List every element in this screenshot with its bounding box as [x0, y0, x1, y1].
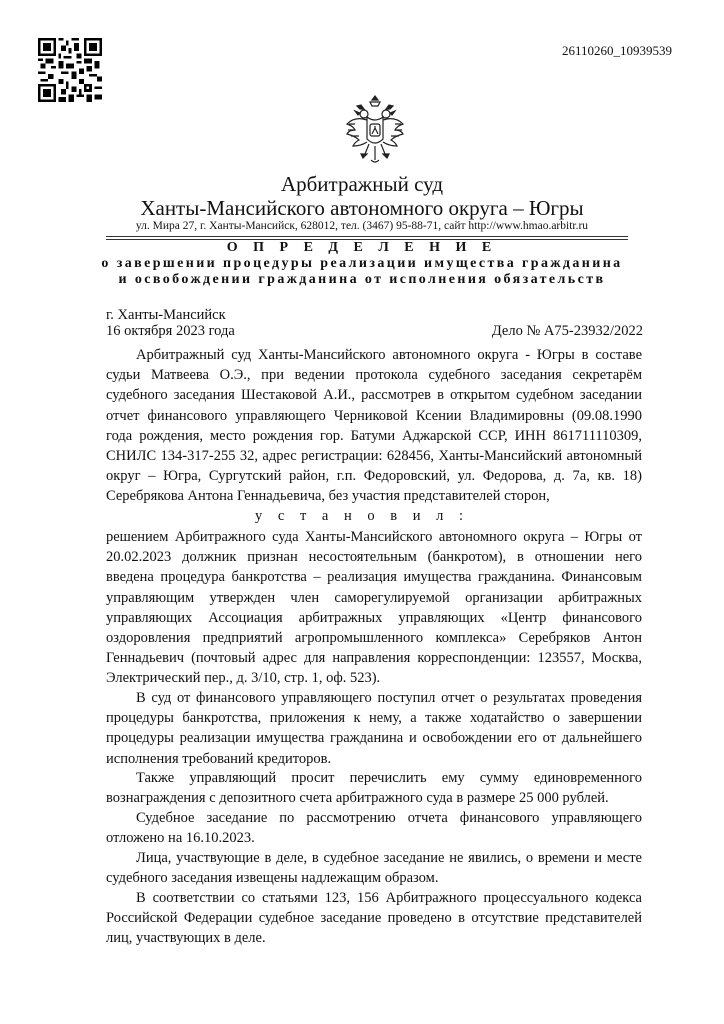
ustanovil-heading: у с т а н о в и л :: [255, 508, 469, 524]
court-address: ул. Мира 27, г. Ханты-Мансийск, 628012, тел. (3467) 95-88-71, сайт http://www.hmao.arbitr.ru: [135, 220, 589, 232]
court-name-line2: Ханты-Мансийского автономного округа – Югры: [140, 196, 584, 220]
body-paragraph-2: В суд от финансового управляющего поступил отчет о результатах проведения процедуры банкротства, приложения к нему, а также ходатайство о завершении процедуры реализации имущества гражданина и освобождении его от дальнейшего исполнения требований кредиторов.: [106, 690, 642, 767]
court-name-line1: Арбитражный суд: [280, 172, 444, 196]
coat-of-arms-icon: [343, 92, 407, 168]
intro-paragraph: Арбитражный суд Ханты-Мансийского автономного округа - Югры в составе судьи Матвеева О.Э., при ведении протокола судебного заседания секретарём судебного заседания Шестаковой А.И., рассмотрев в открытом судебном заседании отчет финансового управляющего Черниковой Ксении Владимировны (09.08.1990 года рождения, место рождения гор. Батуми Аджарской ССР, ИНН 861711110309, СНИЛС 134-317-255 32, адрес регистрации: 628456, Ханты-Мансийский автономный округ – Югра, Сургутский район, г.п. Федоровский, ул. Федорова, д. 7а, кв. 18) Серебрякова Антона Геннадьевича, без участия представителей сторон,: [106, 347, 642, 505]
document-subtitle-line1: о завершении процедуры реализации имущества гражданина: [101, 256, 623, 271]
document-title: О П Р Е Д Е Л Е Н И Е: [226, 240, 498, 255]
body-paragraph-5: Лица, участвующие в деле, в судебное заседание не явились, о времени и месте судебного заседания извещены надлежащим образом.: [106, 850, 642, 887]
document-date: 16 октября 2023 года: [106, 323, 235, 339]
city: г. Ханты-Мансийск: [106, 307, 226, 323]
document-subtitle-line2: и освобождении гражданина от исполнения обязательств: [118, 272, 606, 287]
document-id: 26110260_10939539: [561, 43, 672, 58]
qr-code-icon: [38, 38, 102, 102]
body-paragraph-1: решением Арбитражного суда Ханты-Мансийского автономного округа – Югры от 20.02.2023 должник признан несостоятельным (банкротом), в отношении него введена процедура банкротства – реализация имущества гражданина. Финансовым управляющим утвержден член саморегулируемой организации арбитражных управляющих Ассоциация арбитражных управляющих «Центр финансового оздоровления предприятий агропромышленного комплекса» Серебряков Антон Геннадьевич (почтовый адрес для направления корреспонденции: 123557, Москва, Электрический пер., д. 3/10, стр. 1, оф. 523).: [106, 529, 642, 687]
header-divider-top: [106, 236, 628, 237]
case-number: Дело № А75-23932/2022: [491, 323, 643, 339]
body-paragraph-4: Судебное заседание по рассмотрению отчета финансового управляющего отложено на 16.10.2023.: [106, 810, 642, 847]
body-paragraph-3: Также управляющий просит перечислить ему сумму единовременного вознаграждения с депозитного счета арбитражного суда в размере 25 000 рублей.: [106, 770, 642, 807]
body-paragraph-6: В соответствии со статьями 123, 156 Арбитражного процессуального кодекса Российской Федерации судебное заседание проведено в отсутствие представителей лиц, участвующих в деле.: [106, 890, 642, 947]
